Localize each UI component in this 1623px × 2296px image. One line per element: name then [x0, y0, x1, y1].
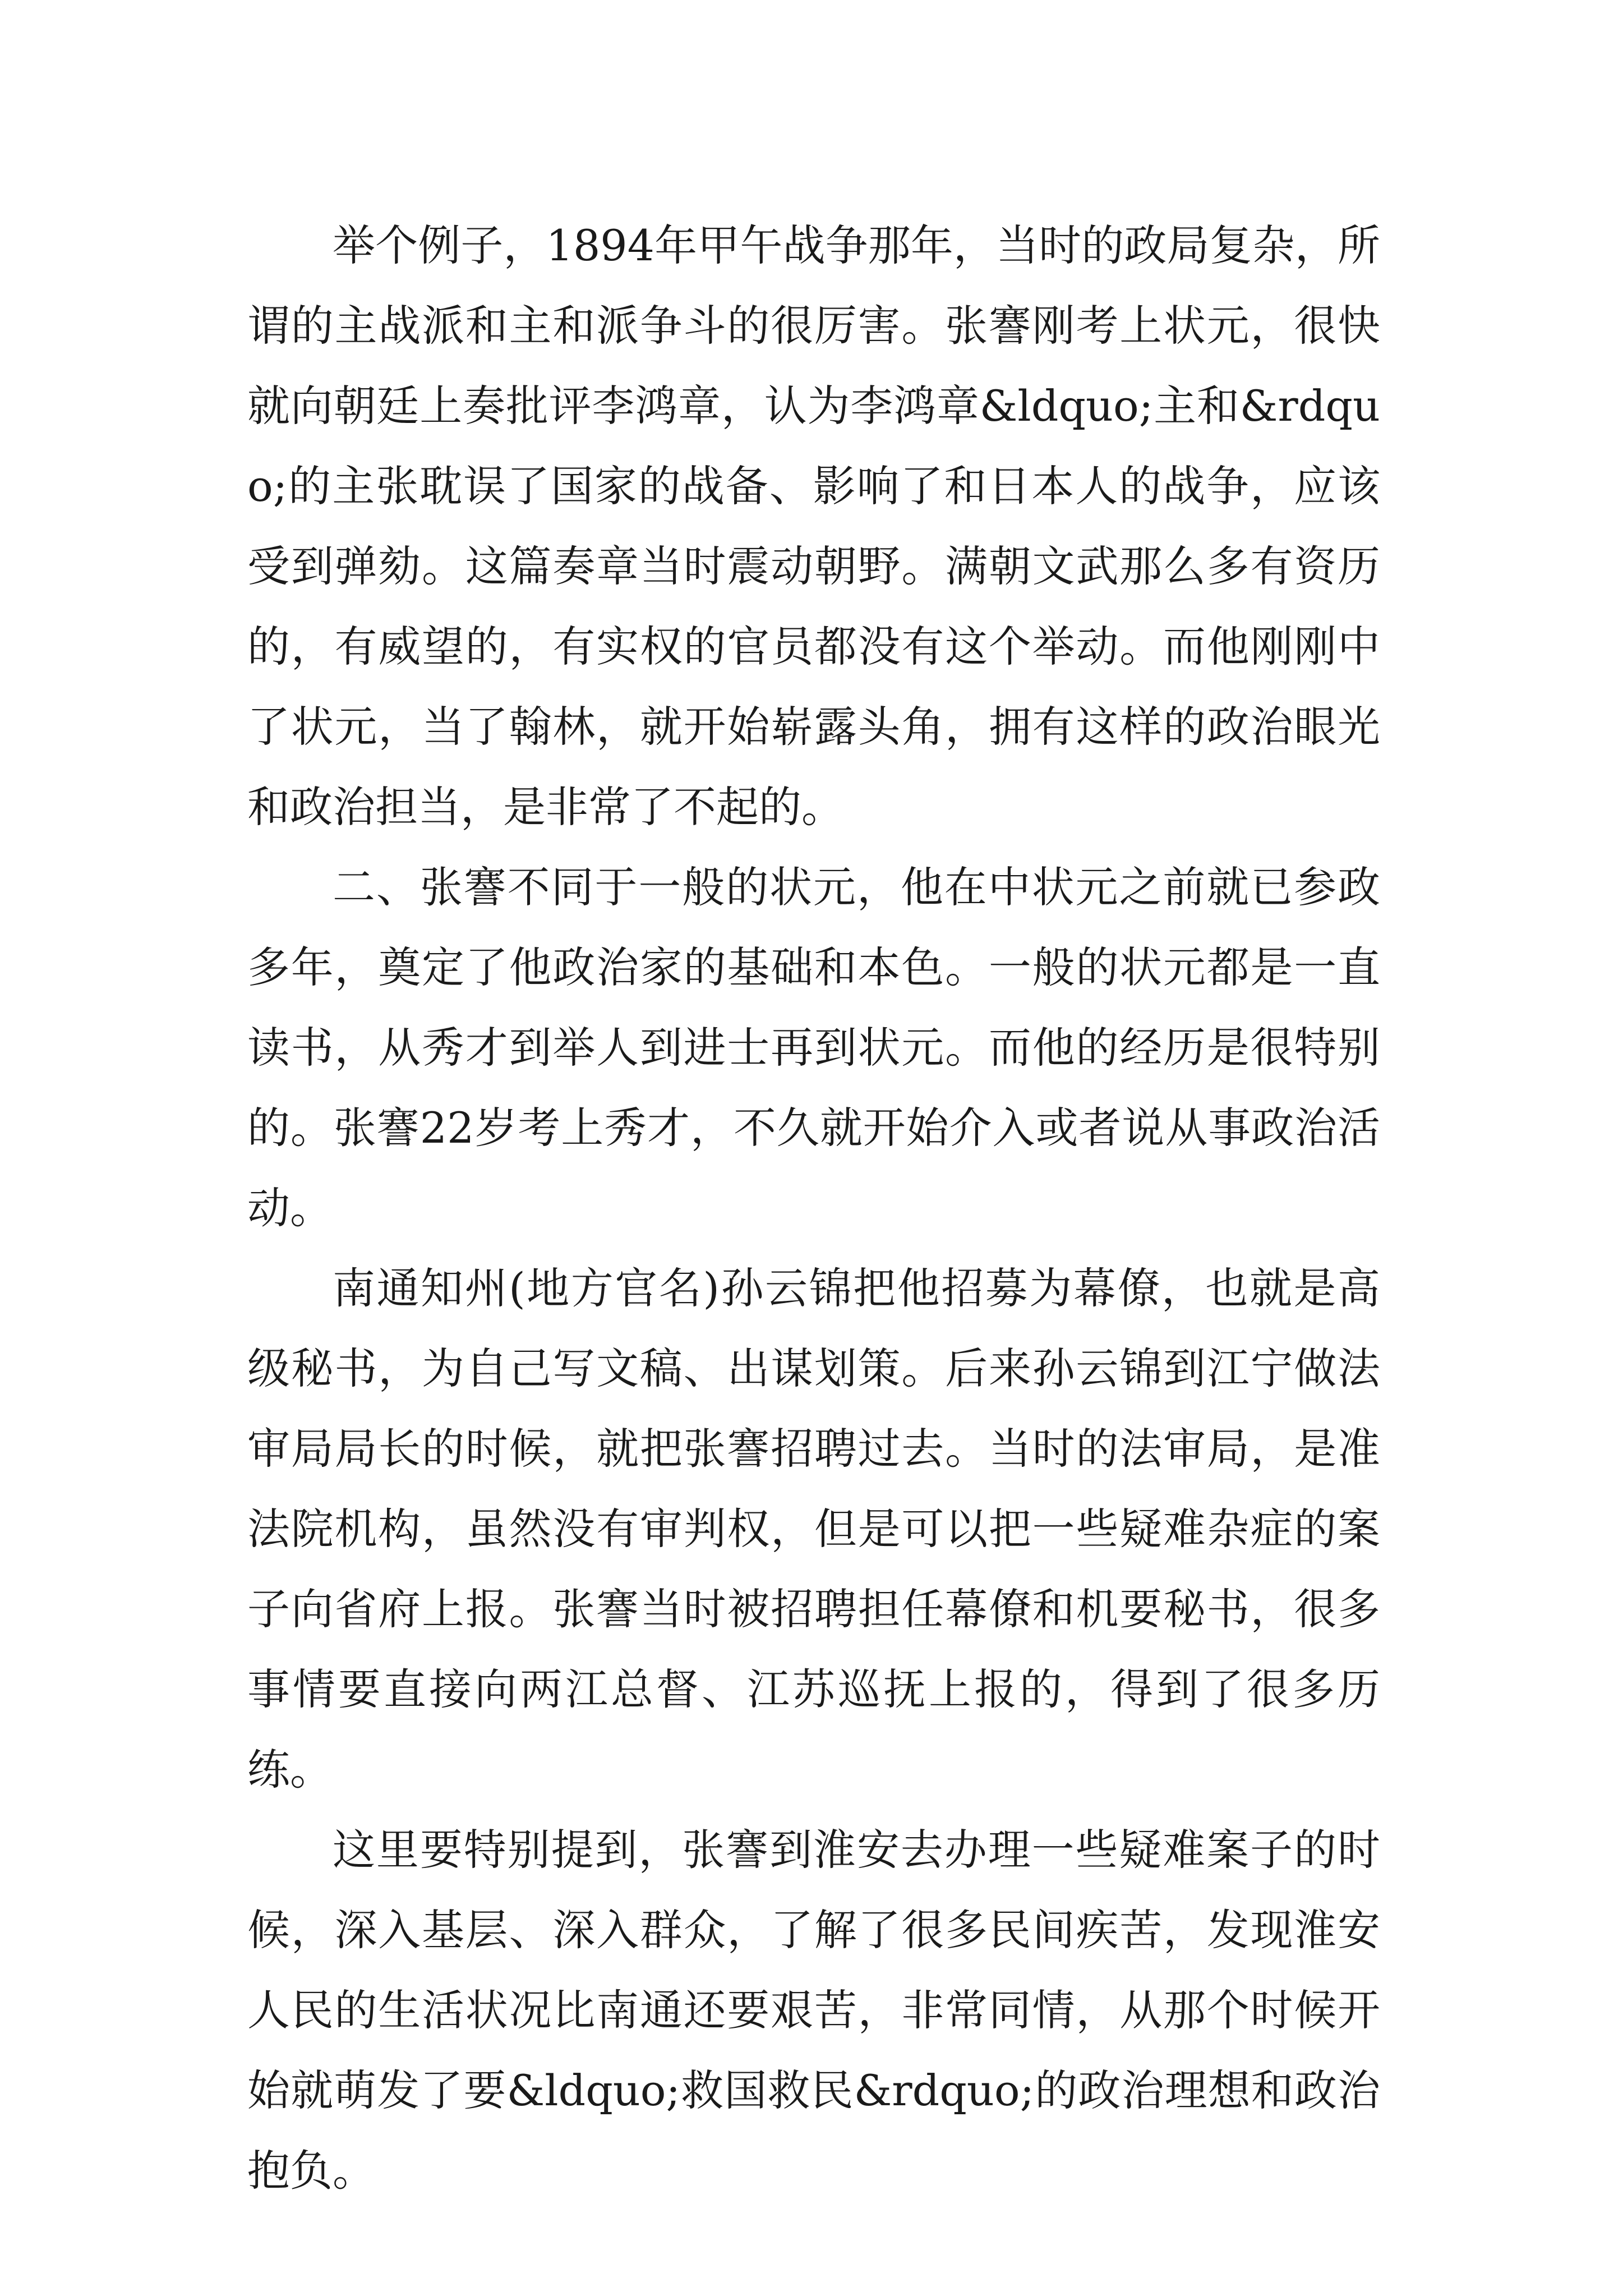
body-text	[247, 205, 1380, 2211]
paragraph: 举个例子，1894年甲午战争那年，当时的政局复杂，所谓的主战派和主和派争斗的很厉害。张謇刚考上状元，很快就向朝廷上奏批评李鸿章，认为李鸿章&ldquo;主和&rdquo;的主张耽误了国家的战备、影响了和日本人的战争，应该受到弹劾。这篇奏章当时震动朝野。满朝文武那么多有资历的，有威望的，有实权的官员都没有这个举动。而他刚刚中了状元，当了翰林，就开始崭露头角，拥有这样的政治眼光和政治担当，是非常了不起的。	[247, 220, 1380, 832]
paragraph: 二、张謇不同于一般的状元，他在中状元之前就已参政多年，奠定了他政治家的基础和本色。一般的状元都是一直读书，从秀才到举人到进士再到状元。而他的经历是很特别的。张謇22岁考上秀才，不久就开始介入或者说从事政治活动。	[247, 862, 1380, 1233]
paragraph: 南通知州(地方官名)孙云锦把他招募为幕僚，也就是高级秘书，为自己写文稿、出谋划策。后来孙云锦到江宁做法审局局长的时候，就把张謇招聘过去。当时的法审局，是准法院机构，虽然没有审判权，但是可以把一些疑难杂症的案子向省府上报。张謇当时被招聘担任幕僚和机要秘书，很多事情要直接向两江总督、江苏巡抚上报的，得到了很多历练。	[247, 1263, 1380, 1795]
paragraph: 这里要特别提到，张謇到淮安去办理一些疑难案子的时候，深入基层、深入群众，了解了很多民间疾苦，发现淮安人民的生活状况比南通还要艰苦，非常同情，从那个时候开始就萌发了要&ldquo;救国救民&rdquo;的政治理想和政治抱负。	[247, 1825, 1380, 2196]
